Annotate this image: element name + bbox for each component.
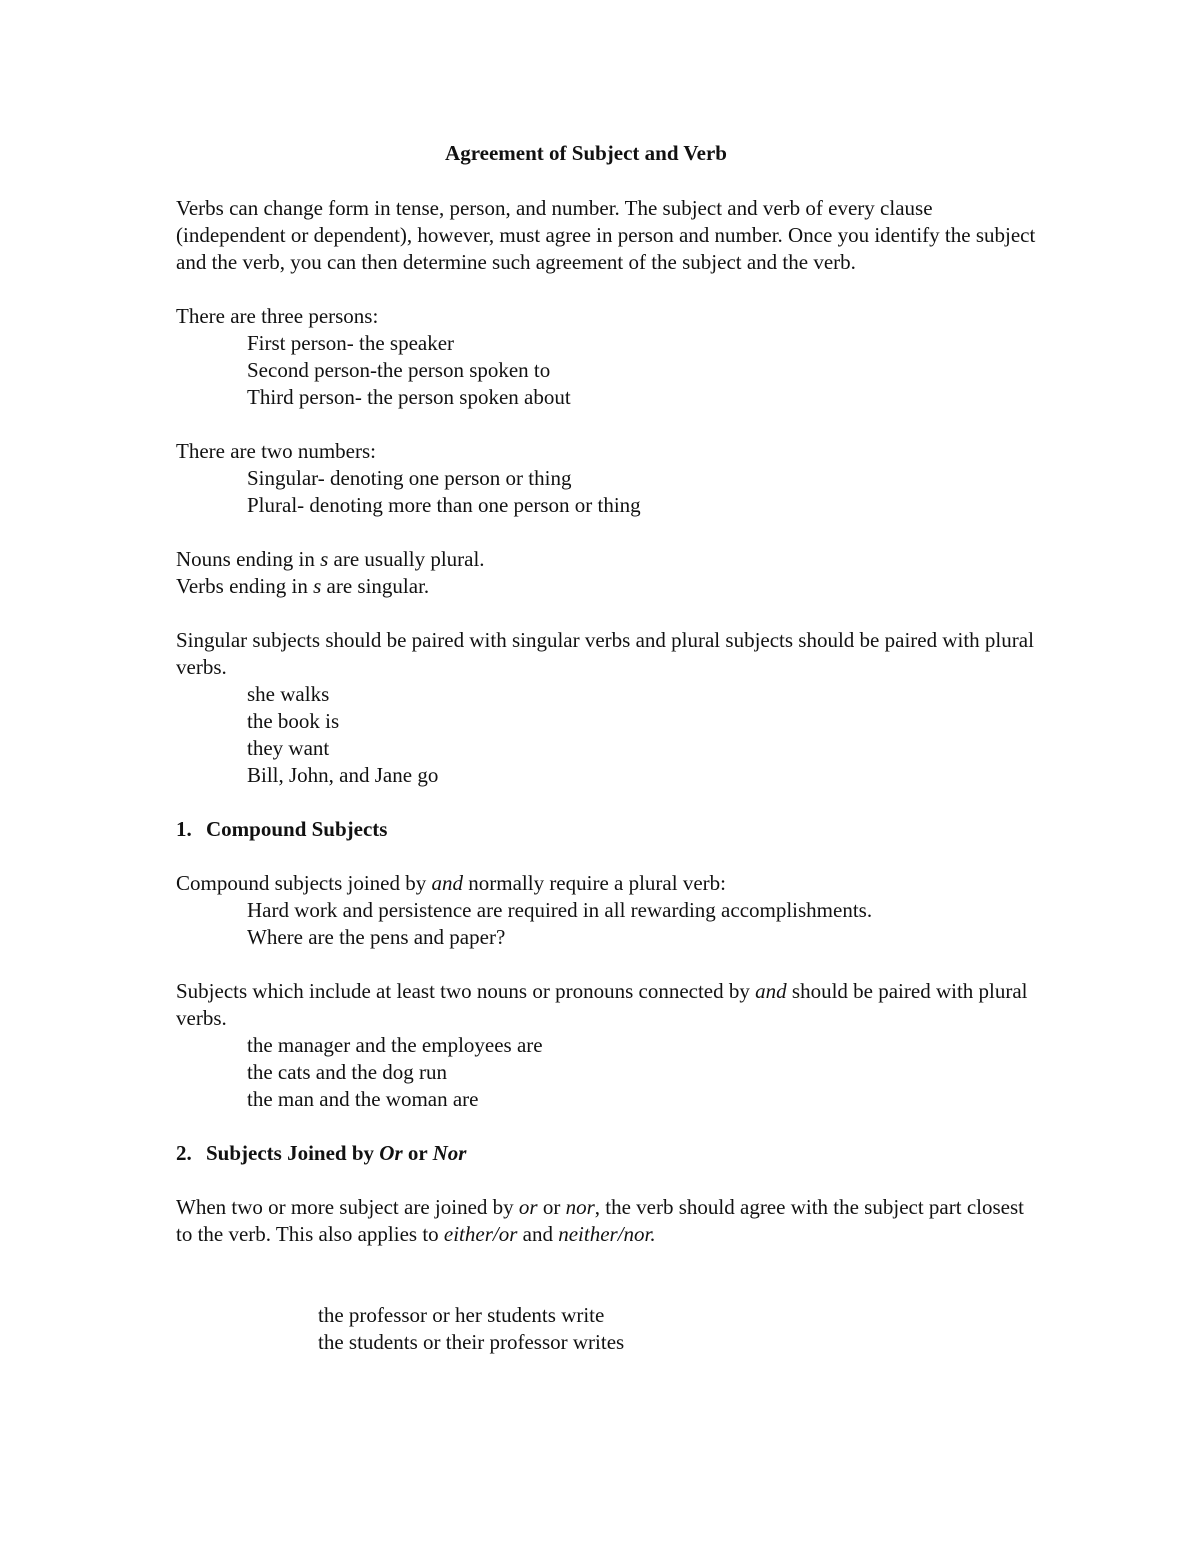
section-title: Compound Subjects [206,817,388,841]
italic-or: or [518,1195,538,1219]
text-run: or [402,1141,433,1165]
pairing-lead: Singular subjects should be paired with singular verbs and plural subjects should be paired with plural verbs. [176,628,1034,679]
text-run: Verbs ending in [176,574,314,598]
text-run: are usually plural. [328,547,485,571]
compound-rule-text [176,870,1036,897]
nouns-ending-note [176,546,1036,573]
text-run: When two or more subject are joined by [176,1195,519,1219]
or-nor-examples [176,1302,1036,1356]
italic-neither-nor: neither/nor. [558,1222,656,1246]
compound-rule-2 [176,978,1036,1113]
numbers-lead: There are two numbers: [176,439,377,463]
italic-and: and [755,979,787,1003]
document-page [176,140,1036,1356]
text-run: and [517,1222,559,1246]
italic-s: s [313,574,322,598]
page-title: Agreement of Subject and Verb [445,141,727,165]
example-line: the manager and the employees are [247,1033,543,1057]
text-run: Subjects which include at least two nouns or pronouns connected by [176,979,756,1003]
pairing-section [176,627,1036,789]
numbers-item: Plural- denoting more than one person or thing [247,493,641,517]
text-run: should be paired with plural verbs. [176,979,1028,1030]
example-line: Where are the pens and paper? [247,925,506,949]
section-1-heading [176,816,1036,843]
persons-list [176,303,1036,411]
example-line: the man and the woman are [247,1087,479,1111]
text-run: normally require a plural verb: [463,871,726,895]
example-line: they want [247,736,330,760]
example-line: the students or their professor writes [318,1330,625,1354]
example-line: Bill, John, and Jane go [247,763,439,787]
example-line: she walks [247,682,330,706]
numbers-list [176,438,1036,519]
endings-notes [176,546,1036,600]
section-title: Subjects Joined by [206,1141,380,1165]
italic-and: and [431,871,463,895]
italic-nor: Nor [432,1141,467,1165]
persons-lead: There are three persons: [176,304,379,328]
italic-s: s [320,547,329,571]
spacer [176,1275,1036,1302]
text-run: , the verb should agree with the subject part closest to the verb. This also applies to [176,1195,1024,1246]
section-2-heading [176,1140,1036,1167]
example-line: the book is [247,709,340,733]
compound-rule [176,870,1036,951]
text-run: are singular. [321,574,430,598]
or-nor-rule [176,1194,1036,1248]
text-run: or [537,1195,566,1219]
example-line: Hard work and persistence are required in all rewarding accomplishments. [247,898,873,922]
section-number: 2. [176,1141,192,1165]
verbs-ending-note [176,573,1036,600]
intro-paragraph: Verbs can change form in tense, person, and number. The subject and verb of every clause (independent or dependent), however, must agree in person and number. Once you identify the subject and the verb, you can then determine such agreement of the subject and the verb. [176,196,1036,274]
italic-either-or: either/or [443,1222,518,1246]
persons-item: Third person- the person spoken about [247,385,571,409]
text-run: Compound subjects joined by [176,871,432,895]
example-line: the professor or her students write [318,1303,605,1327]
example-line: the cats and the dog run [247,1060,448,1084]
compound-rule-2-text [176,978,1036,1032]
section-number: 1. [176,817,192,841]
italic-or: Or [379,1141,403,1165]
text-run: Nouns ending in [176,547,321,571]
persons-item: First person- the speaker [247,331,455,355]
italic-nor: nor [565,1195,595,1219]
persons-item: Second person-the person spoken to [247,358,551,382]
numbers-item: Singular- denoting one person or thing [247,466,572,490]
